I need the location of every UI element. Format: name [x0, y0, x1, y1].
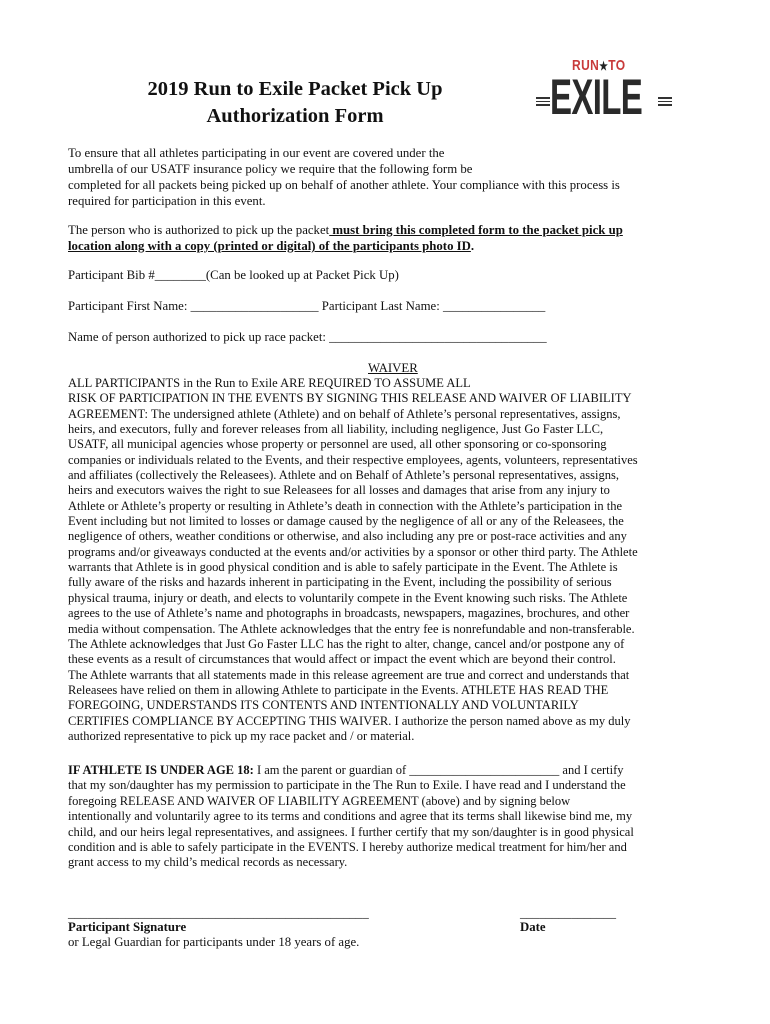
waiver-line: CERTIFIES COMPLIANCE BY ACCEPTING THIS WAIVER. I authorize the person named above as my duly [68, 713, 631, 728]
date-line[interactable]: _______________ [520, 906, 616, 920]
minor-first-line[interactable]: I am the parent or guardian of ________________________ and I certify [253, 763, 624, 777]
minor-line: condition and is able to safely participate in the EVENTS. I hereby authorize medical treatment for him/her and [68, 840, 627, 855]
bring-bold-1: must bring this completed form to the packet pick up [329, 223, 623, 237]
waiver-line: Releasees have relied on them in allowing Athlete to participate in the Events. ATHLETE HAS READ THE [68, 682, 609, 697]
participant-signature-label: Participant Signature [68, 920, 187, 934]
waiver-line: and affiliates (collectively the Releasees). Athlete and on Behalf of Athlete’s personal representatives, assigns, [68, 468, 619, 483]
waiver-line: physical trauma, injury or death, and elects to voluntarily compete in the Event knowing such risks. The Athlete [68, 590, 628, 605]
logo-exile-text: EXILE [550, 69, 643, 125]
waiver-line: warrants that Athlete is in good physical condition and is able to safely participate in the Event. The Athlete is [68, 560, 618, 575]
logo-bars-right [658, 97, 672, 105]
waiver-line: agrees to the use of Athlete’s name and photographs in broadcasts, newspapers, magazines, brochures, and other [68, 606, 630, 621]
waiver-line: The Athlete acknowledges that Just Go Faster LLC has the right to alter, change, cancel and/or postpone any of [68, 636, 625, 651]
waiver-line: media without compensation. The Athlete acknowledges that the entry fee is nonrefundable and non-transferable. [68, 621, 635, 636]
form-title-line2: Authorization Form [206, 105, 384, 127]
waiver-line: ALL PARTICIPANTS in the Run to Exile ARE REQUIRED TO ASSUME ALL [68, 376, 471, 390]
waiver-line: Athlete or Athlete’s property or resulting in Athlete’s death in connection with the Athlete’s participation in the [68, 498, 623, 513]
minor-line: child, and our heirs legal representatives, and assignees. I further certify that my son/daughter is in good physical [68, 824, 634, 839]
participant-name-fields[interactable]: Participant First Name: ____________________ Participant Last Name: ________________ [68, 299, 546, 313]
intro-line: umbrella of our USATF insurance policy we require that the following form be [68, 162, 473, 176]
waiver-line: companies or individuals related to the Events, and their respective employees, agents, volunteers, representatives [68, 452, 638, 467]
waiver-line: RISK OF PARTICIPATION IN THE EVENTS BY SIGNING THIS RELEASE AND WAIVER OF LIABILITY [68, 391, 632, 406]
run-to-exile-logo [534, 57, 674, 127]
minor-line: foregoing RELEASE AND WAIVER OF LIABILITY AGREEMENT (above) and by signing below [68, 793, 571, 808]
intro-paragraph [68, 145, 708, 209]
logo-run-to-text: RUN★TO [572, 57, 626, 74]
bring-bold-2: location along with a copy (printed or digital) of the participants photo ID [68, 239, 471, 253]
waiver-line: FOREGOING, UNDERSTANDS ITS CONTENTS AND INTENTIONALLY AND VOLUNTARILY [68, 698, 579, 713]
intro-line: completed for all packets being picked up on behalf of another athlete. Your compliance with this process is [68, 178, 620, 192]
waiver-line: these events as a result of circumstances that would affect or impact the event which are beyond their control. [68, 652, 616, 667]
waiver-line: AGREEMENT: The undersigned athlete (Athlete) and on behalf of Athlete’s personal representatives, assigns, [68, 406, 621, 421]
signature-line[interactable]: _______________________________________________ [68, 906, 369, 920]
waiver-line: programs and/or giveaways conducted at the events and/or activities by a sponsor or other third party. The Athlete [68, 544, 638, 559]
form-title-line1: 2019 Run to Exile Packet Pick Up [147, 78, 443, 100]
intro-line: required for participation in this event. [68, 194, 266, 208]
logo-bars-left [536, 97, 550, 105]
minor-line: intentionally and voluntarily agree to its terms and conditions and agree that its terms shall likewise bind me, my [68, 809, 633, 824]
authorized-person-field[interactable]: Name of person authorized to pick up race packet: __________________________________ [68, 330, 547, 344]
bring-lead: The person who is authorized to pick up the packet [68, 223, 330, 237]
minor-consent-paragraph [68, 763, 708, 871]
minor-line: that my son/daughter has my permission to participate in the The Run to Exile. I have read and I understand the [68, 778, 626, 793]
waiver-line: Event including but not limited to losses or damage caused by the negligence of all or any of the Releasees, the [68, 514, 624, 529]
date-label: Date [520, 920, 546, 934]
minor-lead: IF ATHLETE IS UNDER AGE 18: [68, 763, 254, 777]
waiver-line: authorized representative to pick up my race packet and / or material. [68, 728, 415, 743]
waiver-heading: WAIVER [368, 361, 418, 375]
minor-line: grant access to my child’s medical records as necessary. [68, 855, 348, 870]
waiver-line: The Athlete warrants that all statements made in this release agreement are true and correct and understands that [68, 667, 630, 682]
bring-form-instructions: The person who is authorized to pick up the packet must bring this completed form to the packet pick up location along with a copy (printed or digital) of the participants photo ID. [68, 223, 623, 253]
form-title [90, 76, 500, 130]
waiver-line: fully aware of the risks and hazards inherent in participating in the Event, including the possibility of serious [68, 575, 612, 590]
waiver-line: heirs, and executors, fully and forever releases from all liability, including negligence, Just Go Faster LLC, [68, 422, 604, 437]
intro-line: To ensure that all athletes participating in our event are covered under the [68, 146, 445, 160]
logo-star-icon: ★ [599, 59, 609, 73]
participant-bib-field[interactable]: Participant Bib #________(Can be looked up at Packet Pick Up) [68, 268, 399, 282]
guardian-note: or Legal Guardian for participants under 18 years of age. [68, 935, 360, 949]
waiver-line: negligence of others, weather conditions or otherwise, and also including any pre or post-race activities and any [68, 529, 627, 544]
waiver-paragraph [68, 376, 708, 744]
waiver-line: USATF, all municipal agencies whose property or personnel are used, all other sponsoring or co-sponsoring [68, 437, 607, 452]
waiver-line: heirs and executors waives the right to sue Releasees for all losses and damages that arise from any injury to [68, 483, 610, 498]
